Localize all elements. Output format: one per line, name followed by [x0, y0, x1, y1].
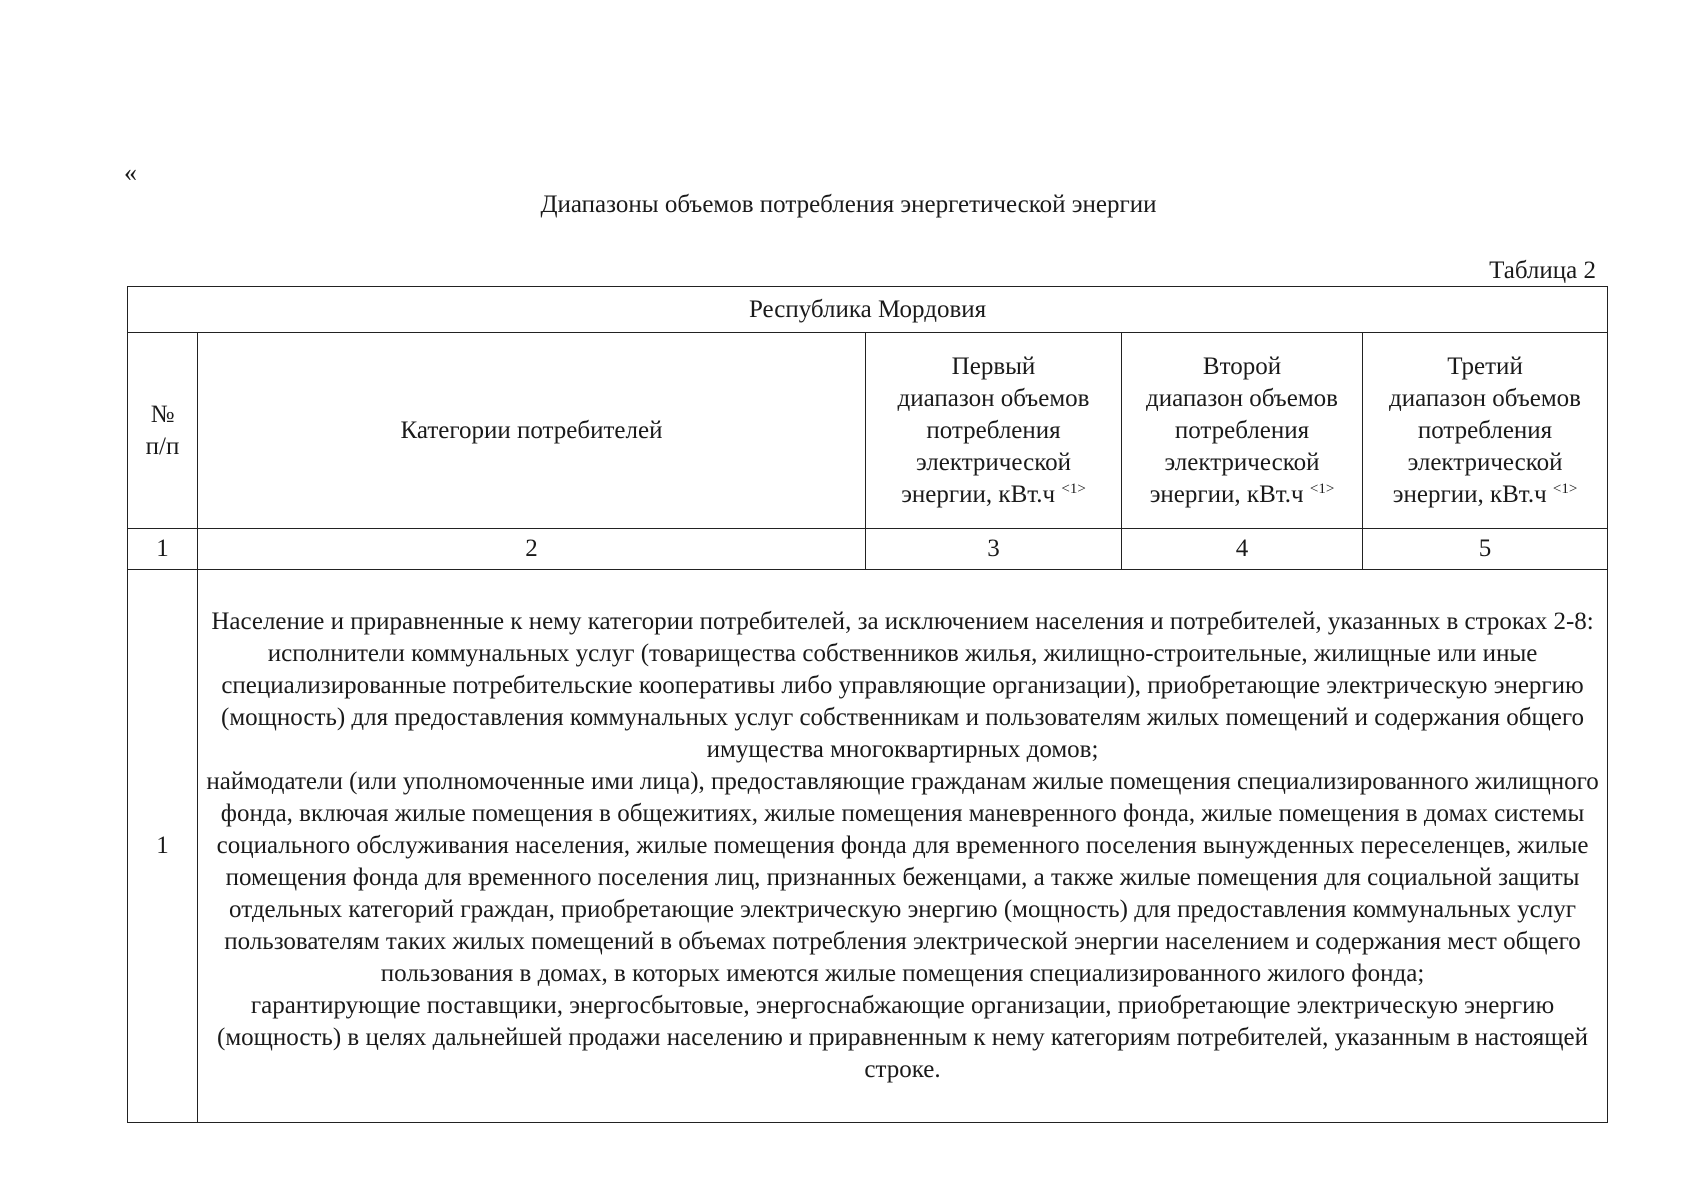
row-paragraph-1: Население и приравненные к нему категории потребителей, за исключением населения и потребителей, указанных в строках 2-8:: [211, 608, 1594, 635]
region-row: [128, 287, 1608, 333]
column-number-5: 5: [1363, 529, 1608, 570]
header-range-1-line5: [866, 479, 1121, 511]
header-number-symbol: №: [150, 400, 175, 428]
header-range-2: [1122, 333, 1363, 529]
header-category: Категории потребителей: [198, 333, 866, 529]
column-number-4: 4: [1122, 529, 1363, 570]
header-range-3-ordinal: Третий: [1447, 352, 1523, 380]
header-range-2-footnote: <1>: [1309, 480, 1335, 497]
header-range-1-ordinal: Первый: [951, 352, 1036, 380]
header-range-1-line2: диапазон объемов: [897, 384, 1090, 412]
row-number: 1: [128, 570, 198, 1123]
header-range-2-ordinal: Второй: [1202, 352, 1282, 380]
header-range-1-line4: электрической: [916, 448, 1071, 476]
row-paragraph-3: наймодатели (или уполномоченные ими лица), предоставляющие гражданам жилые помещения специализированного жилищного фонда, включая жилые помещения в общежитиях, жилые помещения маневренного фонда, жилые помещения в домах системы социального обслуживания населения, жилые помещения фонда для временного поселения вынужденных переселенцев, жилые помещения фонда для временного поселения лиц, признанных беженцами, а также жилые помещения для социальной защиты отдельных категорий граждан, приобретающие электрическую энергию (мощность) для предоставления коммунальных услуг пользователям таких жилых помещений в объемах потребления электрической энергии населением и содержания мест общего пользования в домах, в которых имеются жилые помещения специализированного жилого фонда;: [206, 768, 1599, 987]
header-range-3-line2: диапазон объемов: [1389, 384, 1581, 412]
header-range-3-footnote: <1>: [1552, 480, 1578, 497]
header-range-2-line3: потребления: [1174, 416, 1310, 444]
header-range-1-footnote: <1>: [1061, 480, 1086, 497]
header-range-3-line4: электрической: [1407, 448, 1563, 476]
header-range-1-unit: энергии, кВт.ч: [901, 480, 1056, 508]
header-row: [128, 333, 1608, 529]
header-range-3-line3: потребления: [1417, 416, 1553, 444]
table-row: [128, 570, 1608, 1123]
header-range-3-unit: энергии, кВт.ч: [1392, 480, 1547, 508]
row-paragraph-4: гарантирующие поставщики, энергосбытовые, энергоснабжающие организации, приобретающие электрическую энергию (мощность) в целях дальнейшей продажи населению и приравненным к нему категориям потребителей, указанным в настоящей строке.: [217, 992, 1589, 1083]
row-paragraph-2: исполнители коммунальных услуг (товарищества собственников жилья, жилищно-строительные, жилищные или иные специализированные потребительские кооперативы либо управляющие организации), приобретающие электрическую энергию (мощность) для предоставления коммунальных услуг собственникам и пользователям жилых помещений и содержания общего имущества многоквартирных домов;: [221, 640, 1585, 763]
column-number-3: 3: [866, 529, 1122, 570]
header-range-2-line2: диапазон объемов: [1146, 384, 1338, 412]
document-title: Диапазоны объемов потребления энергетической энергии: [540, 191, 1157, 218]
header-range-1-line3: потребления: [926, 416, 1061, 444]
header-range-2-line5: [1122, 479, 1362, 511]
header-number: [128, 333, 198, 529]
header-range-3: [1363, 333, 1608, 529]
column-numbers-row: [128, 529, 1608, 570]
header-number-abbr: п/п: [145, 432, 180, 460]
column-number-2: 2: [198, 529, 866, 570]
header-range-3-line5: [1363, 479, 1607, 511]
region-name: Республика Мордовия: [128, 287, 1608, 333]
column-number-1: 1: [128, 529, 198, 570]
header-range-2-unit: энергии, кВт.ч: [1149, 480, 1304, 508]
row-category-text: [198, 570, 1608, 1123]
opening-quote-mark: «: [124, 158, 137, 187]
header-range-2-line4: электрической: [1164, 448, 1320, 476]
table-label: Таблица 2: [1489, 257, 1596, 284]
consumption-ranges-table: [127, 286, 1608, 1123]
header-range-1: [866, 333, 1122, 529]
